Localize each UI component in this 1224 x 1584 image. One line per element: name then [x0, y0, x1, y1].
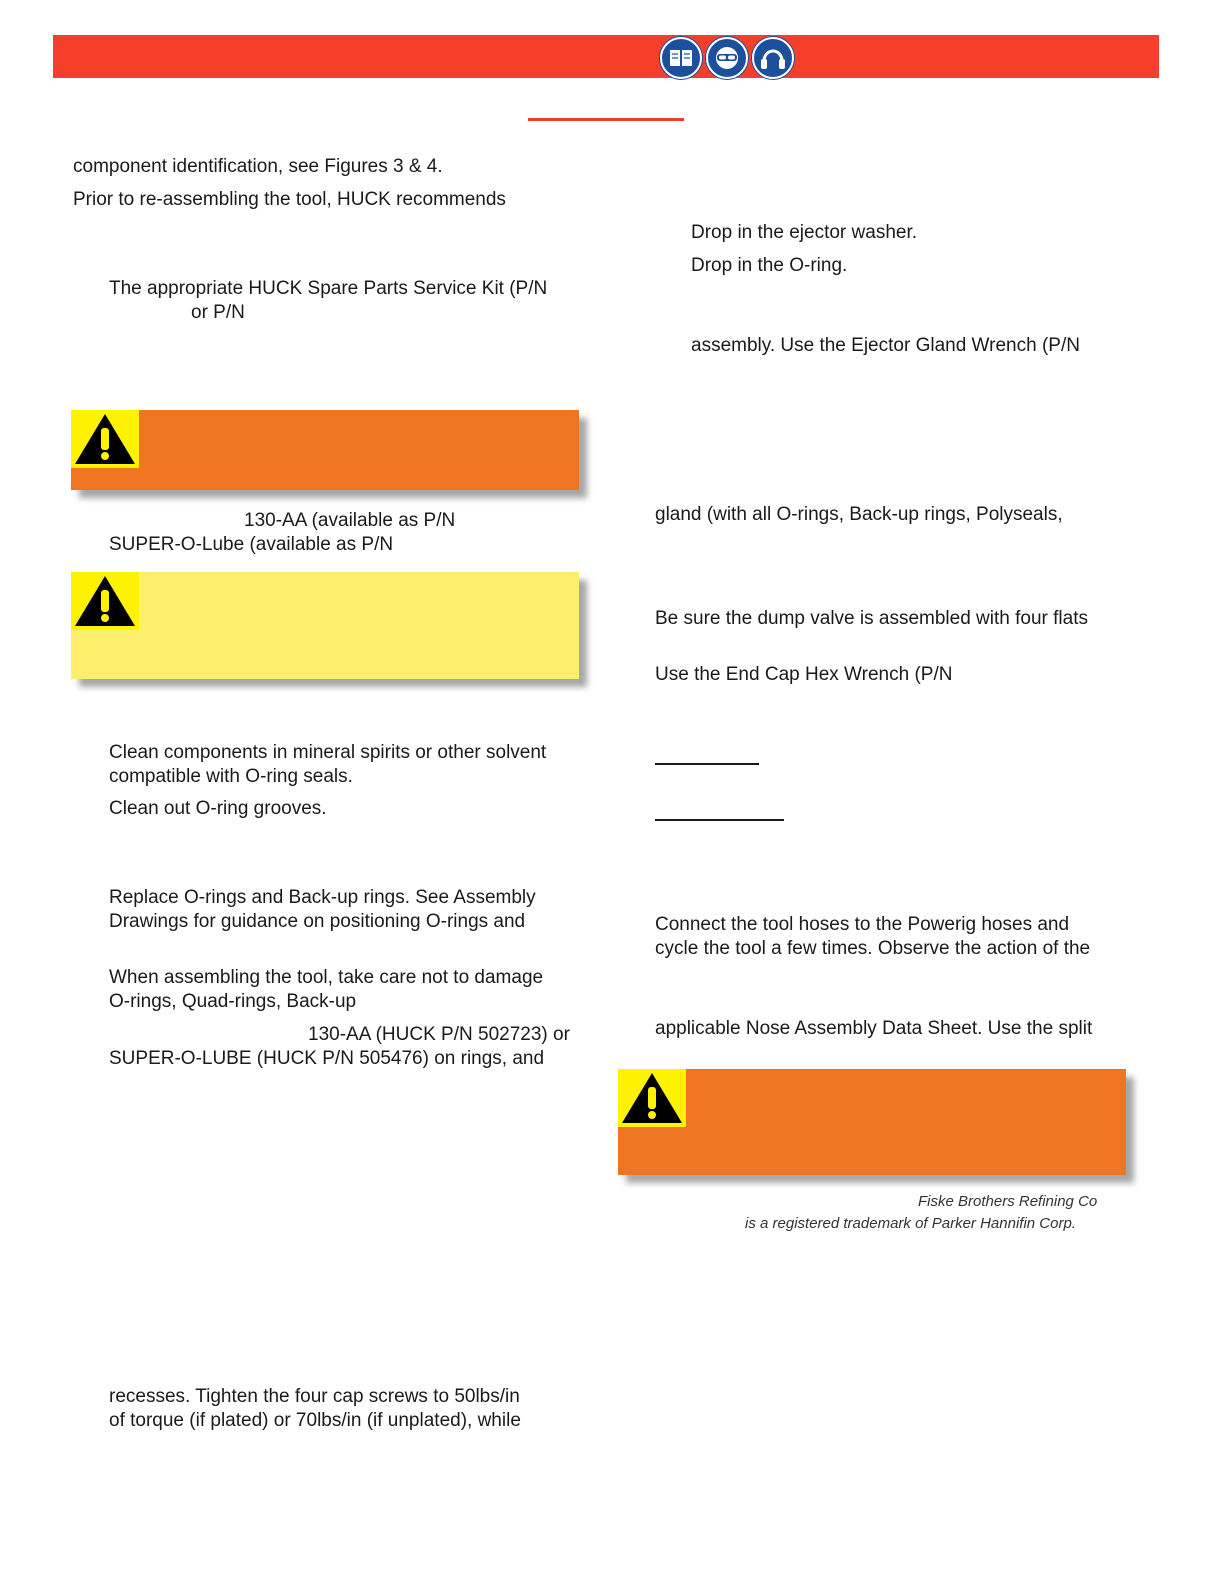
assemble-text: O-rings, Quad-rings, Back-up — [109, 991, 357, 1012]
gland-wrench-text: assembly. Use the Ejector Gland Wrench (P/N — [691, 335, 1080, 356]
gland-rings-text: gland (with all O-rings, Back-up rings, Polyseals, — [655, 504, 1063, 525]
service-kit-text: or P/N — [191, 302, 245, 323]
safety-goggles-icon — [706, 37, 748, 79]
blank-underline — [655, 819, 784, 821]
caution-box — [71, 572, 579, 679]
clean-grooves-text: Clean out O-ring grooves. — [109, 798, 327, 819]
connect-text: Connect the tool hoses to the Powerig hoses and — [655, 914, 1070, 935]
trademark-footnote: is a registered trademark of Parker Hannifin Corp. — [745, 1215, 1076, 1232]
warning-box — [71, 410, 579, 490]
warning-box — [618, 1069, 1126, 1175]
section-title-underline — [528, 118, 684, 121]
end-cap-text: Use the End Cap Hex Wrench (P/N — [655, 664, 953, 685]
ejector-washer-text: Drop in the ejector washer. — [691, 222, 918, 243]
intro-text: component identification, see Figures 3 & 4. — [73, 156, 443, 177]
manual-icon — [660, 37, 702, 79]
assemble-text: 130-AA (HUCK P/N 502723) or — [308, 1024, 570, 1045]
replace-text: Drawings for guidance on positioning O-rings and — [109, 911, 526, 932]
lubricant-text: 130-AA (available as P/N — [244, 510, 456, 531]
lubricant-text: SUPER-O-Lube (available as P/N — [109, 534, 394, 555]
oring-text: Drop in the O-ring. — [691, 255, 848, 276]
assemble-text: SUPER-O-LUBE (HUCK P/N 505476) on rings, and — [109, 1048, 545, 1069]
torque-text: of torque (if plated) or 70lbs/in (if unplated), while — [109, 1410, 521, 1431]
service-kit-text: The appropriate HUCK Spare Parts Service Kit (P/N — [109, 278, 548, 299]
clean-text: Clean components in mineral spirits or other solvent — [109, 742, 547, 763]
assemble-text: When assembling the tool, take care not to damage — [109, 967, 544, 988]
dump-valve-text: Be sure the dump valve is assembled with four flats — [655, 608, 1088, 629]
header-bar — [53, 35, 1159, 78]
connect-text: cycle the tool a few times. Observe the action of the — [655, 938, 1091, 959]
nose-assembly-text: applicable Nose Assembly Data Sheet. Use the split — [655, 1018, 1093, 1039]
caution-icon — [71, 572, 139, 630]
warning-icon — [71, 410, 139, 468]
replace-text: Replace O-rings and Back-up rings. See Assembly — [109, 887, 536, 908]
warning-icon — [618, 1069, 686, 1127]
intro-text: Prior to re-assembling the tool, HUCK recommends — [73, 189, 506, 210]
blank-underline — [655, 763, 759, 765]
trademark-footnote: Fiske Brothers Refining Co — [918, 1193, 1098, 1210]
clean-text: compatible with O-ring seals. — [109, 766, 353, 787]
ear-protection-icon — [752, 37, 794, 79]
torque-text: recesses. Tighten the four cap screws to 50lbs/in — [109, 1386, 520, 1407]
